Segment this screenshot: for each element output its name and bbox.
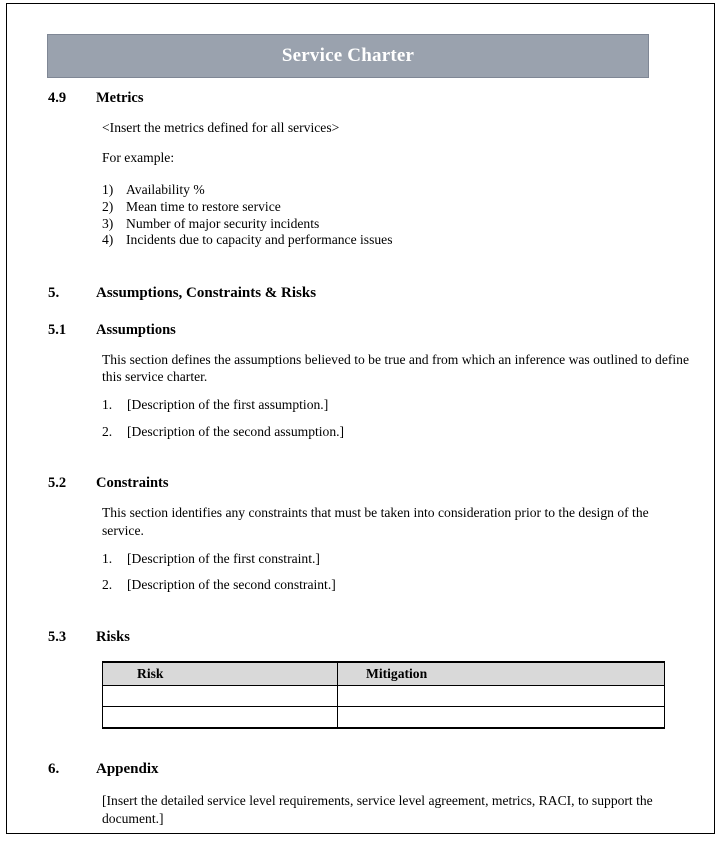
- list-item-label: [Description of the first constraint.]: [127, 550, 320, 566]
- spacer: [48, 753, 692, 761]
- heading-number-assumptions: 5.1: [48, 321, 67, 338]
- table-header-row: [103, 662, 665, 686]
- list-item: [102, 182, 692, 199]
- risks-table: [102, 661, 665, 729]
- spacer: [48, 729, 692, 753]
- spacer: [48, 107, 692, 119]
- cell-risk[interactable]: [103, 707, 338, 729]
- heading-assumptions: [48, 322, 692, 339]
- spacer: [48, 302, 692, 322]
- list-item-label: [Description of the second assumption.]: [127, 423, 345, 439]
- heading-appendix: [48, 761, 692, 778]
- list-item: [102, 396, 692, 414]
- risks-table-body: [103, 686, 665, 729]
- document-body: [48, 90, 692, 827]
- document-page: [6, 3, 715, 834]
- heading-metrics: [48, 90, 692, 107]
- list-item-label: Availability %: [126, 182, 205, 198]
- heading-title-assumptions: Assumptions: [96, 321, 176, 338]
- list-item-marker: 2): [102, 198, 114, 214]
- list-item-marker: 2.: [102, 577, 113, 593]
- metrics-example-label: For example:: [102, 149, 175, 165]
- spacer: [48, 166, 692, 182]
- heading-number-risks: 5.3: [48, 629, 67, 646]
- spacer: [48, 603, 692, 623]
- document-title-banner: [47, 34, 649, 78]
- heading-number-metrics: 4.9: [48, 90, 67, 106]
- list-item-marker: 1): [102, 182, 114, 198]
- heading-title-risks: Risks: [96, 629, 130, 646]
- cell-mitigation[interactable]: [338, 707, 665, 729]
- list-item: [102, 232, 692, 249]
- list-item-marker: 1.: [102, 397, 113, 412]
- list-item: [102, 423, 692, 441]
- heading-title-section5: Assumptions, Constraints & Risks: [96, 284, 317, 301]
- assumptions-body-paragraph: This section defines the assumptions believed to be true and from which an inference was outlined to define this service charter.: [102, 351, 690, 385]
- constraints-list: [102, 550, 692, 594]
- list-item-marker: 4): [102, 232, 114, 248]
- page-content-area: [7, 4, 714, 833]
- heading-title-appendix: Appendix: [96, 761, 159, 778]
- list-item-label: Incidents due to capacity and performance issues: [126, 232, 393, 248]
- list-item-marker: 3): [102, 215, 114, 231]
- constraints-body-paragraph: This section identifies any constraints that must be taken into consideration prior to the design of the service.: [102, 505, 649, 539]
- spacer: [48, 386, 692, 396]
- spacer: [48, 273, 692, 285]
- heading-number-section5: 5.: [48, 284, 60, 301]
- spacer: [48, 540, 692, 550]
- spacer: [48, 449, 692, 469]
- spacer: [48, 778, 692, 792]
- list-item-marker: 2.: [102, 423, 113, 439]
- table-row: [103, 686, 665, 707]
- list-item: [102, 199, 692, 216]
- risks-table-head: [103, 662, 665, 686]
- list-item-label: [Description of the second constraint.]: [127, 577, 336, 593]
- table-row: [103, 707, 665, 729]
- list-item: [102, 216, 692, 233]
- assumptions-list: [102, 396, 692, 440]
- heading-constraints: [48, 475, 692, 492]
- spacer: [48, 492, 692, 504]
- metrics-intro-paragraph: <Insert the metrics defined for all services>: [102, 120, 340, 135]
- list-item-label: Mean time to restore service: [126, 198, 281, 214]
- heading-title-metrics: Metrics: [96, 90, 144, 106]
- column-header-mitigation: Mitigation: [338, 662, 665, 686]
- cell-risk[interactable]: [103, 686, 338, 707]
- list-item: [102, 576, 692, 594]
- document-title: Service Charter: [281, 45, 415, 66]
- column-header-risk: Risk: [103, 662, 338, 686]
- spacer: [48, 339, 692, 351]
- heading-number-constraints: 5.2: [48, 475, 67, 492]
- list-item-label: [Description of the first assumption.]: [127, 397, 329, 412]
- spacer: [48, 137, 692, 149]
- heading-title-constraints: Constraints: [96, 475, 169, 492]
- list-item-marker: 1.: [102, 550, 113, 566]
- list-item-label: Number of major security incidents: [126, 215, 320, 231]
- heading-number-appendix: 6.: [48, 761, 60, 778]
- appendix-body-paragraph: [Insert the detailed service level requirements, service level agreement, metrics, RACI, to support the document.]: [102, 793, 653, 826]
- cell-mitigation[interactable]: [338, 686, 665, 707]
- spacer: [48, 249, 692, 273]
- risks-table-container: [102, 661, 692, 729]
- list-item: [102, 550, 692, 568]
- metrics-list: [102, 182, 692, 248]
- heading-assumptions-constraints-risks: [48, 285, 692, 302]
- heading-risks: [48, 629, 692, 646]
